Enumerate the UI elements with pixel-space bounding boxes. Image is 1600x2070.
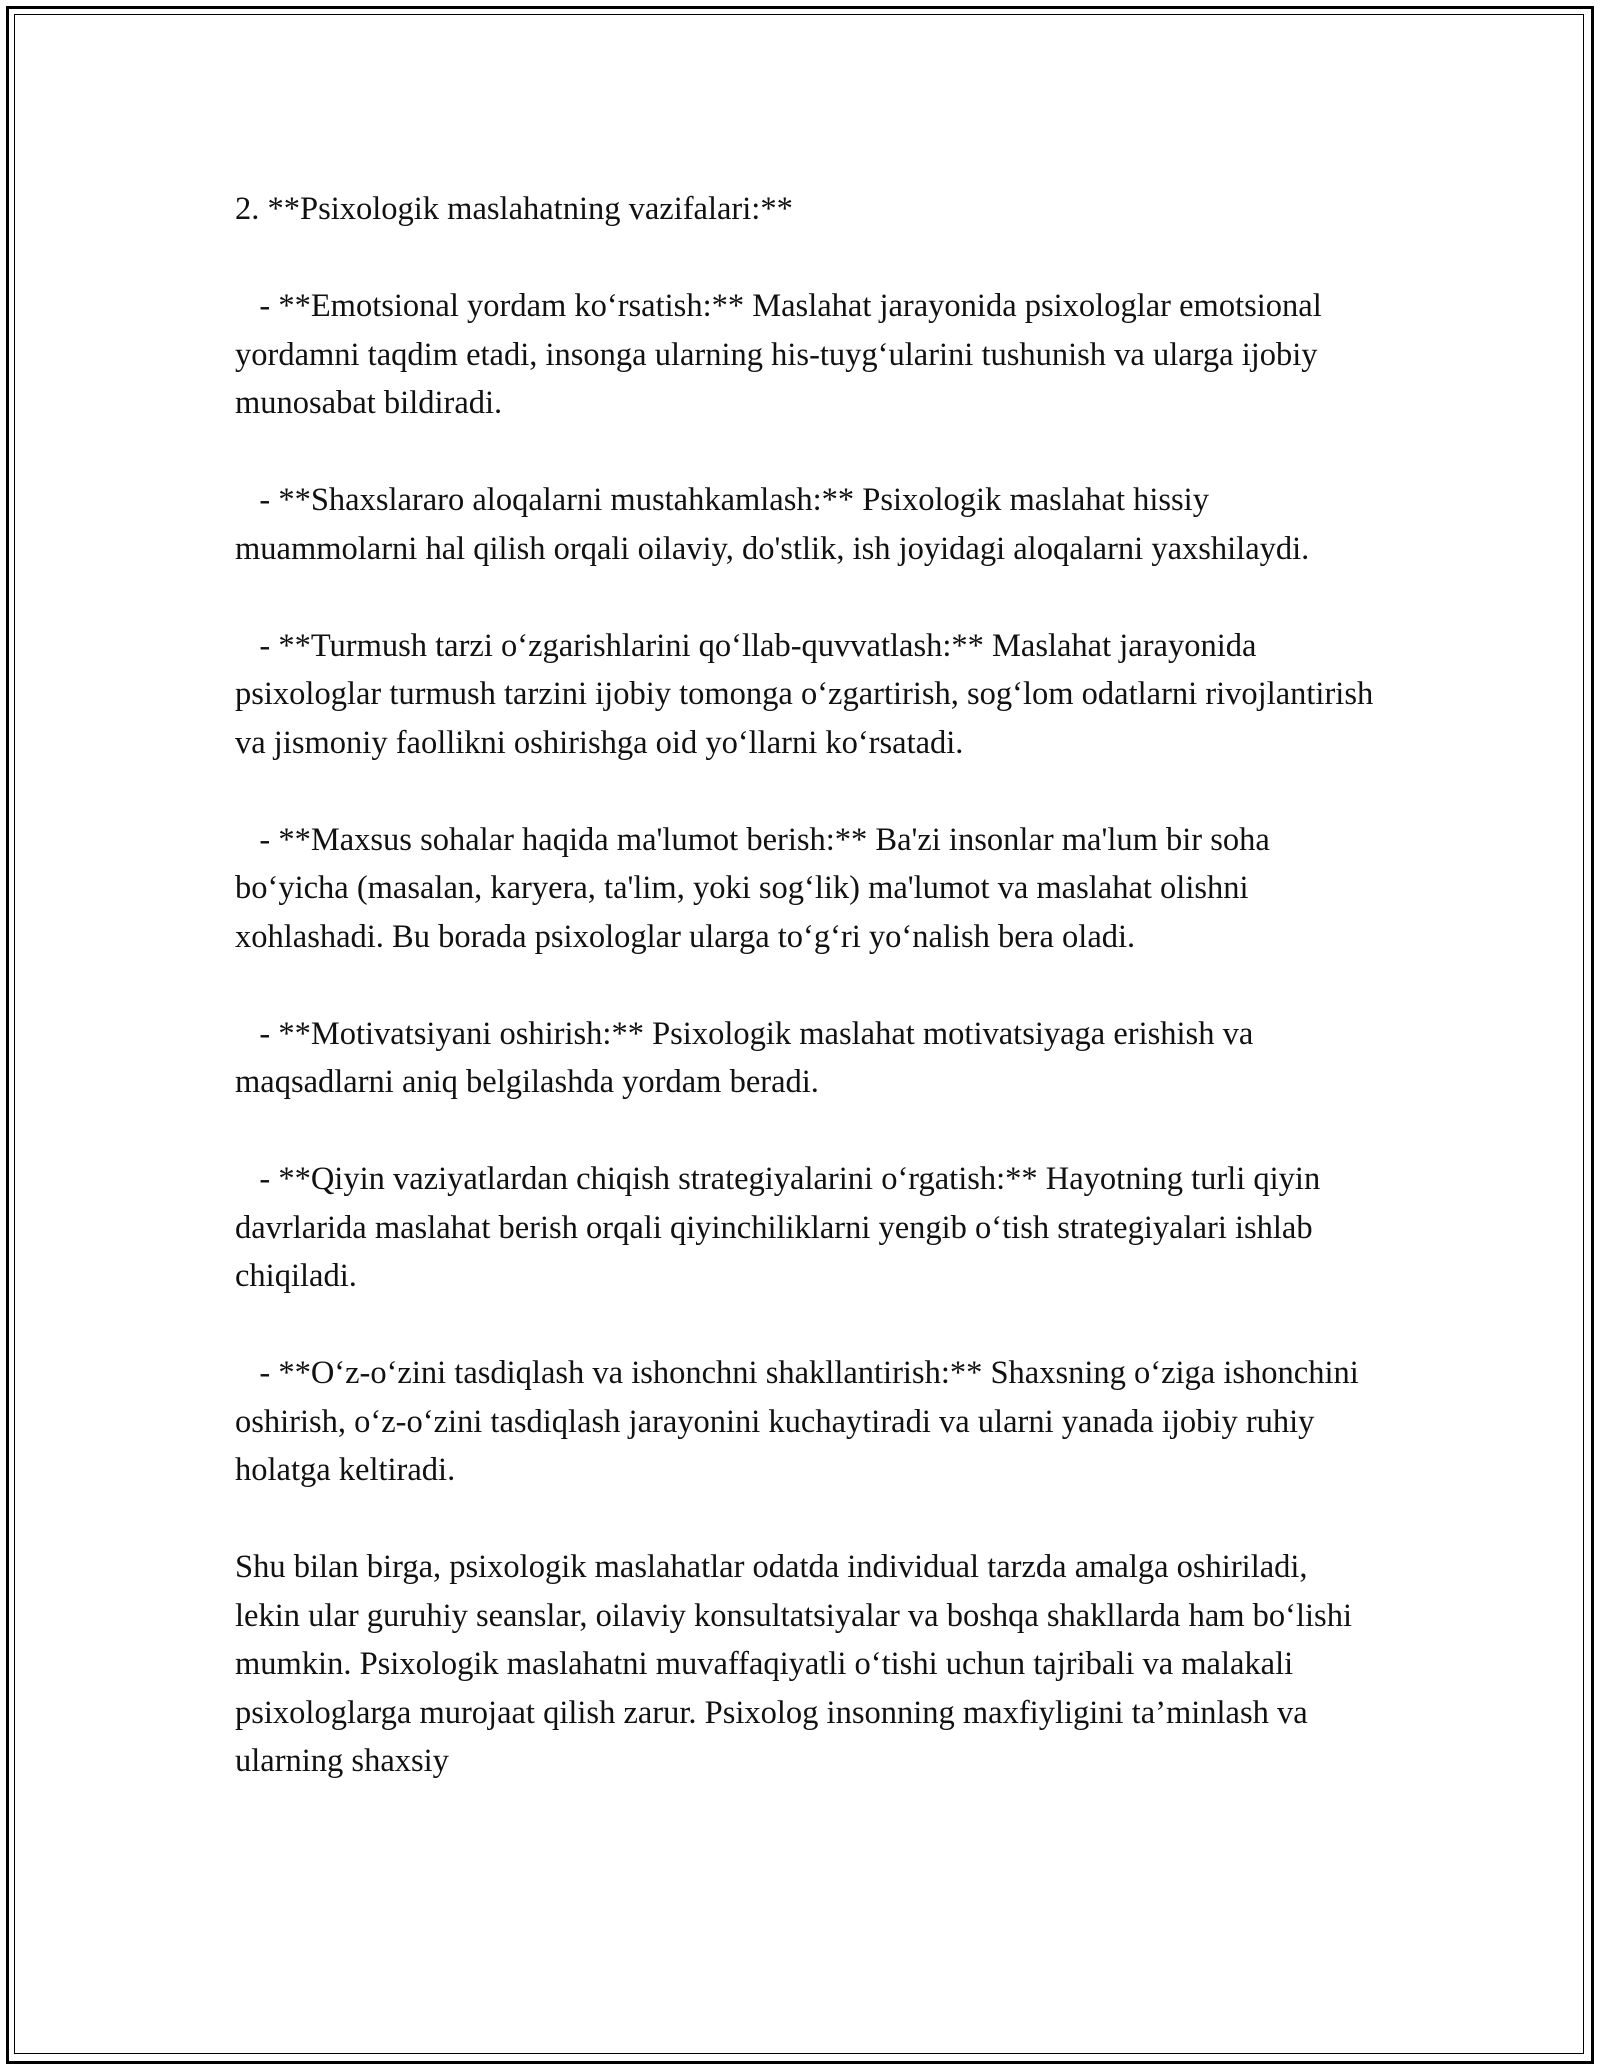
bullet-emotional-support: - **Emotsional yordam koʻrsatish:** Maslahat jarayonida psixologlar emotsional yordamni taqdim etadi, insonga ularning his-tuygʻularini tushunish va ularga ijobiy munosabat bildiradi. bbox=[235, 288, 1330, 421]
section-heading: 2. **Psixologik maslahatning vazifalari:** bbox=[235, 191, 793, 227]
bullet-special-fields-info: - **Maxsus sohalar haqida ma'lumot berish:** Ba'zi insonlar ma'lum bir soha boʻyicha (masalan, karyera, ta'lim, yoki sogʻlik) ma'lumot va maslahat olishni xohlashadi. Bu borada psixologlar ularga toʻgʻri yoʻnalish bera oladi. bbox=[235, 821, 1278, 955]
bullet-self-affirmation: - **Oʻz-oʻzini tasdiqlash va ishonchni shakllantirish:** Shaxsning oʻziga ishonchini oshirish, oʻz-oʻzini tasdiqlash jarayonini kuchaytiradi va ularni yanada ijobiy ruhiy holatga keltiradi. bbox=[235, 1355, 1367, 1488]
bullet-lifestyle-changes: - **Turmush tarzi oʻzgarishlarini qoʻllab-quvvatlash:** Maslahat jarayonida psixologlar turmush tarzini ijobiy tomonga oʻzgartirish, sogʻlom odatlarni rivojlantirish va jismoniy faollikni oshirishga oid yoʻllarni koʻrsatadi. bbox=[235, 627, 1382, 761]
bullet-motivation: - **Motivatsiyani oshirish:** Psixologik maslahat motivatsiyaga erishish va maqsadlarni aniq belgilashda yordam beradi. bbox=[235, 1015, 1262, 1100]
bullet-interpersonal-relations: - **Shaxslararo aloqalarni mustahkamlash:** Psixologik maslahat hissiy muammolarni hal qilish orqali oilaviy, do'stlik, ish joyidagi aloqalarni yaxshilaydi. bbox=[235, 482, 1310, 567]
document-body bbox=[235, 185, 1382, 1786]
bullet-coping-strategies: - **Qiyin vaziyatlardan chiqish strategiyalarini oʻrgatish:** Hayotning turli qiyin davrlarida maslahat berish orqali qiyinchiliklarni yengib oʻtish strategiyalari ishlab chiqiladi. bbox=[235, 1161, 1329, 1294]
closing-paragraph: Shu bilan birga, psixologik maslahatlar odatda individual tarzda amalga oshiriladi, lekin ular guruhiy seanslar, oilaviy konsultatsiyalar va boshqa shakllarda ham boʻlishi mumkin. Psixologik maslahatni muvaffaqiyatli oʻtishi uchun tajribali va malakali psixologlarga murojaat qilish zarur. Psixolog insonning maxfiyligini ta’minlash va ularning shaxsiy bbox=[235, 1549, 1361, 1779]
